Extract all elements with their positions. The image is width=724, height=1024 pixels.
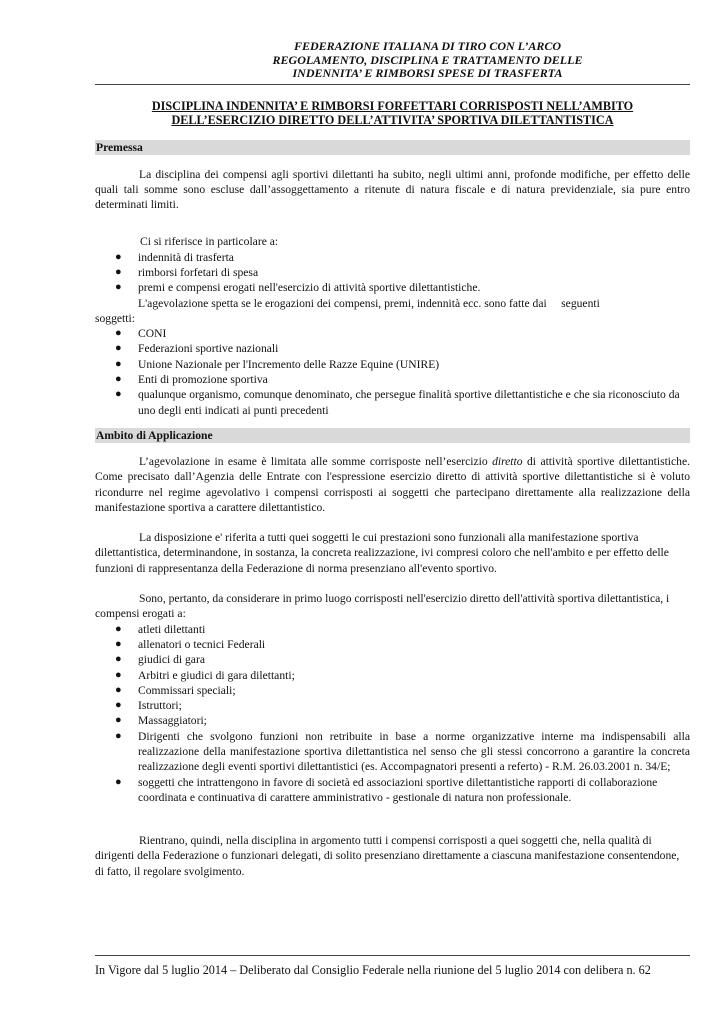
ambito-paragraph-1: L’agevolazione in esame è limitata alle somme corrisposte nell’esercizio diretto di attività sportive dilettantistiche. Come precisato dall’Agenzia delle Entrate con l'espressione esercizio diretto di attività sportive dilettantistiche si è voluto ricondurre nel regime agevolativo i compensi corrisposti ai soggetti che partecipano direttamente alla realizzazione della manifestazione sportiva a carattere dilettantistico.	[95, 454, 691, 514]
running-header	[145, 40, 710, 81]
list-item: ● giudici di gara	[115, 653, 205, 667]
list-item: ● Commissari speciali;	[115, 683, 236, 697]
bullet-icon: ●	[115, 699, 122, 712]
header-line-3: INDENNITA’ E RIMBORSI SPESE DI TRASFERTA	[292, 66, 563, 80]
bullet-icon: ●	[115, 714, 122, 727]
bullet-icon: ●	[115, 388, 122, 401]
header-divider	[95, 84, 690, 85]
section-heading-premessa: Premessa	[95, 140, 690, 155]
list-item: ● Federazioni sportive nazionali	[115, 342, 279, 356]
list-item: ● atleti dilettanti	[115, 622, 206, 636]
bullet-icon: ●	[115, 265, 122, 278]
bullet-icon: ●	[115, 373, 122, 386]
bullet-icon: ●	[115, 281, 122, 294]
bullet-icon: ●	[115, 653, 122, 666]
footer-divider	[95, 955, 690, 956]
bullet-icon: ●	[115, 637, 122, 650]
premessa-intro: Ci si riferisce in particolare a:	[140, 235, 279, 249]
list-item: ● soggetti che intrattengono in favore di società ed associazioni sportive dilettantistiche rapporti di collaborazione coordinata e continuativa di carattere amministrativo - gestionale di natura non professionale.	[115, 775, 658, 804]
page-footer: In Vigore dal 5 luglio 2014 – Deliberato dal Consiglio Federale nella riunione del 5 luglio 2014 con delibera n. 62	[95, 963, 651, 977]
section-heading-ambito: Ambito di Applicazione	[95, 428, 690, 443]
title-line-1: DISCIPLINA INDENNITA’ E RIMBORSI FORFETTARI CORRISPOSTI NELL’AMBITO	[151, 98, 634, 113]
title-line-2: DELL’ESERCIZIO DIRETTO DELL’ATTIVITA’ SPORTIVA DILETTANTISTICA	[171, 112, 614, 127]
premessa-paragraph: La disciplina dei compensi agli sportivi dilettanti ha subito, negli ultimi anni, profonde modifiche, per effetto delle quali tali somme sono escluse dall’assoggettamento a ritenute di natura fiscale e di natura previdenziale, sia pure entro determinati limiti.	[95, 167, 690, 212]
emphasis-diretto: diretto	[492, 454, 523, 468]
agevolazione-line: L'agevolazione spetta se le erogazioni dei compensi, premi, indennità ecc. sono fatte dai seguenti	[138, 296, 600, 310]
bullet-icon: ●	[115, 250, 122, 263]
list-item: ● Dirigenti che svolgono funzioni non retribuite in base a norme organizzative interne ma indispensabili alla realizzazione della manifestazione sportiva dilettantistica nel senso che gli stessi concorrono a garantire la concreta realizzazione degli eventi sportivi dilettantistici (es. Accompagnatori presenti a referto) - R.M. 26.03.2001 n. 34/E;	[115, 729, 690, 774]
bullet-icon: ●	[115, 668, 122, 681]
bullet-icon: ●	[115, 342, 122, 355]
list-item: ● Enti di promozione sportiva	[115, 373, 268, 387]
premessa-list	[95, 250, 690, 296]
bullet-icon: ●	[115, 775, 122, 788]
header-line-1: FEDERAZIONE ITALIANA DI TIRO CON L’ARCO	[293, 39, 562, 53]
list-item: ● allenatori o tecnici Federali	[115, 637, 266, 651]
list-item: ● premi e compensi erogati nell'esercizio di attività sportive dilettantistiche.	[115, 281, 481, 295]
list-item: ● rimborsi forfetari di spesa	[115, 265, 259, 279]
list-item: ● Arbitri e giudici di gara dilettanti;	[115, 668, 295, 682]
list-item: ● Unione Nazionale per l'Incremento delle Razze Equine (UNIRE)	[115, 357, 440, 371]
header-line-2: REGOLAMENTO, DISCIPLINA E TRATTAMENTO DELLE	[272, 52, 583, 67]
bullet-icon: ●	[115, 729, 122, 742]
agevolazione-line-2: soggetti:	[95, 311, 135, 325]
list-item: ● CONI	[115, 327, 167, 341]
bullet-icon: ●	[115, 683, 122, 696]
document-title	[95, 99, 690, 127]
list-item: ● Massaggiatori;	[115, 714, 207, 728]
bullet-icon: ●	[115, 327, 122, 340]
list-item: ● indennità di trasferta	[115, 250, 234, 264]
ambito-paragraph-2: La disposizione e' riferita a tutti quei soggetti le cui prestazioni sono funzionali alla manifestazione sportiva dilettantistica, determinandone, in sostanza, la concreta realizzazione, ivi compresi coloro che nell'ambito e per effetto delle funzioni di rappresentanza della Federazione di norma presenziano all'evento sportivo.	[95, 531, 669, 575]
list-item: ● Istruttori;	[115, 699, 182, 713]
document-page	[95, 40, 690, 879]
recipients-list	[95, 622, 690, 806]
soggetti-list	[95, 326, 690, 418]
list-item: ● qualunque organismo, comunque denominato, che persegue finalità sportive dilettantistiche e che sia riconosciuto da uno degli enti indicati ai punti precedenti	[115, 388, 680, 417]
ambito-paragraph-4: Rientrano, quindi, nella disciplina in argomento tutti i compensi corrisposti a quei soggetti che, nella qualità di dirigenti della Federazione o funzionari delegati, di solito presenziano direttamente a ciascuna manifestazione consentendone, di fatto, il regolare svolgimento.	[95, 834, 680, 878]
bullet-icon: ●	[115, 622, 122, 635]
ambito-paragraph-3: Sono, pertanto, da considerare in primo luogo corrisposti nell'esercizio diretto dell'attività sportiva dilettantistica, i compensi erogati a:	[95, 592, 670, 621]
bullet-icon: ●	[115, 357, 122, 370]
